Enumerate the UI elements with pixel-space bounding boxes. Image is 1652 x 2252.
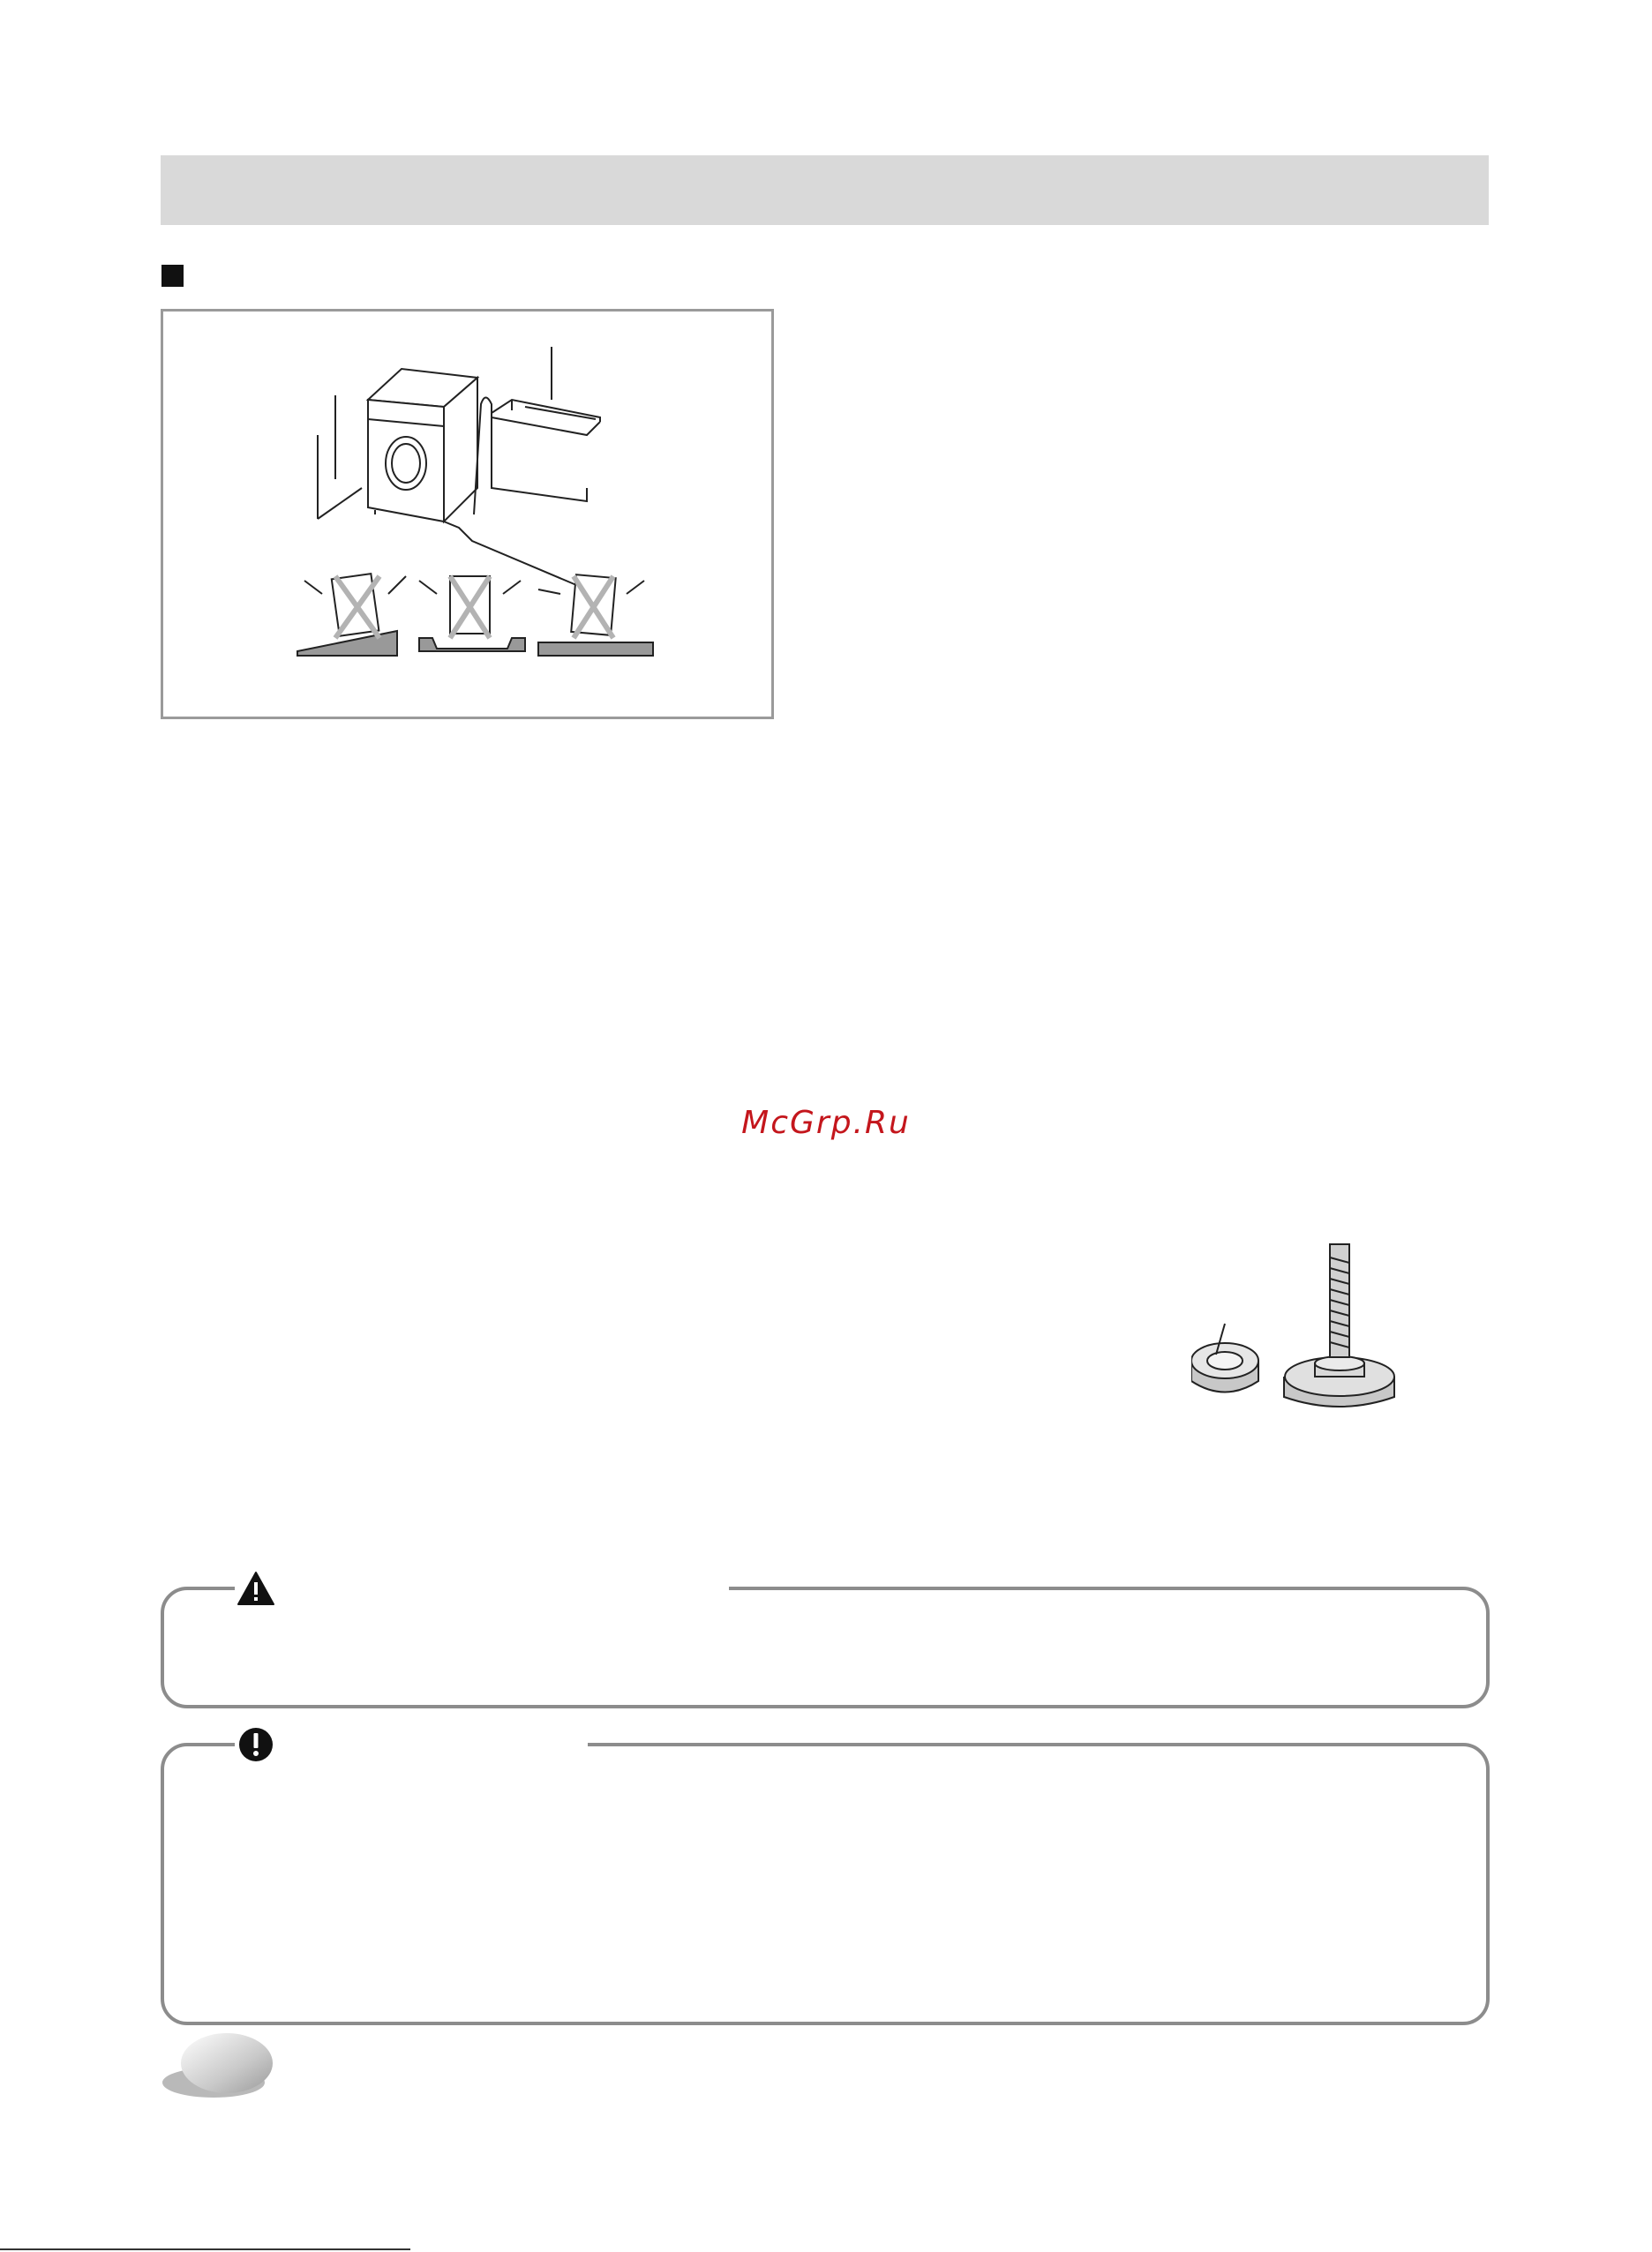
installation-figure — [161, 309, 774, 719]
leveling-foot-shape — [1284, 1244, 1394, 1407]
adjustable-feet-illustration — [1191, 1240, 1474, 1438]
section-header-bar — [161, 155, 1489, 225]
caution-box — [161, 1743, 1490, 2025]
page-number-badge — [161, 2031, 275, 2098]
exclamation-circle-icon — [235, 1725, 277, 1764]
soft-floor-figure — [538, 574, 653, 656]
warning-box — [161, 1587, 1490, 1708]
warning-tab — [235, 1569, 729, 1608]
rubber-cup-shape — [1191, 1324, 1258, 1392]
black-square-icon — [161, 265, 184, 287]
washer-installation-illustration — [163, 312, 771, 717]
uneven-floor-figure — [297, 574, 406, 656]
caution-tab — [235, 1725, 588, 1764]
warning-triangle-icon — [235, 1569, 277, 1608]
raised-stand-figure — [419, 576, 525, 651]
footer-rule — [0, 2248, 410, 2250]
watermark: McGrp.Ru — [741, 1105, 911, 1141]
